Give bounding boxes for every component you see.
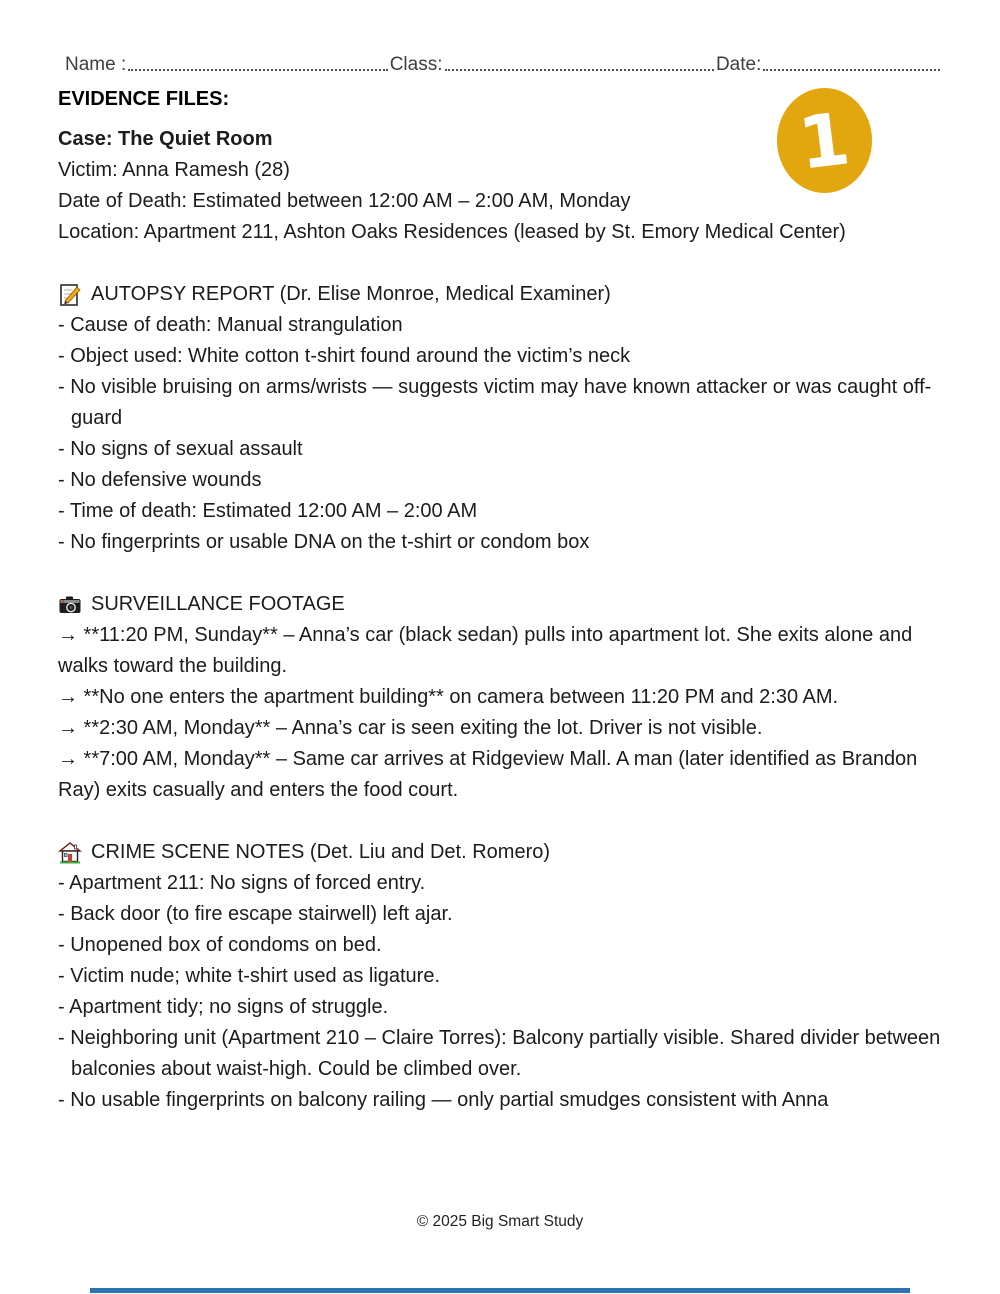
case-date-of-death: Date of Death: Estimated between 12:00 AM – 2:00 AM, Monday bbox=[58, 190, 631, 212]
list-item: - Object used: White cotton t-shirt found around the victim’s neck bbox=[58, 345, 631, 367]
crime-scene-notes-section bbox=[58, 837, 948, 1116]
list-item: - Time of death: Estimated 12:00 AM – 2:00 AM bbox=[58, 500, 478, 522]
list-item: → **7:00 AM, Monday** – Same car arrives at Ridgeview Mall. A man (later identified as Brandon Ray) exits casually and enters the food court. bbox=[58, 748, 918, 801]
autopsy-report-heading bbox=[58, 279, 948, 310]
class-label: Class: bbox=[389, 54, 443, 75]
list-item: - Victim nude; white t-shirt used as ligature. bbox=[58, 965, 441, 987]
page-number: 1 bbox=[794, 95, 855, 186]
camera-icon bbox=[58, 593, 82, 617]
case-title: Case: The Quiet Room bbox=[58, 128, 273, 150]
list-item: - Cause of death: Manual strangulation bbox=[58, 314, 403, 336]
memo-icon bbox=[58, 283, 82, 307]
list-item: - No defensive wounds bbox=[58, 469, 262, 491]
list-item: - Apartment 211: No signs of forced entry. bbox=[58, 872, 426, 894]
case-victim: Victim: Anna Ramesh (28) bbox=[58, 159, 290, 181]
document-body bbox=[58, 88, 948, 1116]
date-write-line bbox=[763, 69, 940, 71]
section-title: CRIME SCENE NOTES (Det. Liu and Det. Romero) bbox=[91, 841, 551, 863]
list-item: - No signs of sexual assault bbox=[58, 438, 303, 460]
surveillance-footage-section bbox=[58, 589, 948, 806]
date-label: Date: bbox=[715, 54, 762, 75]
case-location: Location: Apartment 211, Ashton Oaks Residences (leased by St. Emory Medical Center) bbox=[58, 221, 846, 243]
surveillance-footage-heading bbox=[58, 589, 948, 620]
autopsy-report-section bbox=[58, 279, 948, 558]
list-item: - Neighboring unit (Apartment 210 – Claire Torres): Balcony partially visible. Shared divider between balconies about waist-high. Could be climbed over. bbox=[58, 1027, 941, 1080]
page-title: EVIDENCE FILES: bbox=[58, 88, 230, 110]
house-icon bbox=[58, 841, 82, 865]
section-title: AUTOPSY REPORT (Dr. Elise Monroe, Medical Examiner) bbox=[91, 283, 611, 305]
list-item: - No visible bruising on arms/wrists — suggests victim may have known attacker or was caught off-guard bbox=[58, 376, 932, 429]
list-item: - No usable fingerprints on balcony railing — only partial smudges consistent with Anna bbox=[58, 1089, 829, 1111]
bottom-accent-bar bbox=[90, 1288, 910, 1293]
name-class-date-row bbox=[65, 54, 942, 76]
list-item: → **No one enters the apartment building** on camera between 11:20 PM and 2:30 AM. bbox=[58, 686, 839, 708]
name-write-line bbox=[128, 69, 387, 71]
case-summary bbox=[58, 124, 948, 248]
list-item: → **2:30 AM, Monday** – Anna’s car is seen exiting the lot. Driver is not visible. bbox=[58, 717, 763, 739]
footer-copyright: © 2025 Big Smart Study bbox=[416, 1213, 584, 1230]
name-label: Name : bbox=[65, 54, 127, 75]
list-item: → **11:20 PM, Sunday** – Anna’s car (black sedan) pulls into apartment lot. She exits alone and walks toward the building. bbox=[58, 624, 913, 677]
crime-scene-notes-heading bbox=[58, 837, 948, 868]
list-item: - Apartment tidy; no signs of struggle. bbox=[58, 996, 389, 1018]
section-title: SURVEILLANCE FOOTAGE bbox=[91, 593, 345, 615]
list-item: - No fingerprints or usable DNA on the t-shirt or condom box bbox=[58, 531, 590, 553]
list-item: - Back door (to fire escape stairwell) left ajar. bbox=[58, 903, 453, 925]
class-write-line bbox=[445, 69, 714, 71]
list-item: - Unopened box of condoms on bed. bbox=[58, 934, 382, 956]
